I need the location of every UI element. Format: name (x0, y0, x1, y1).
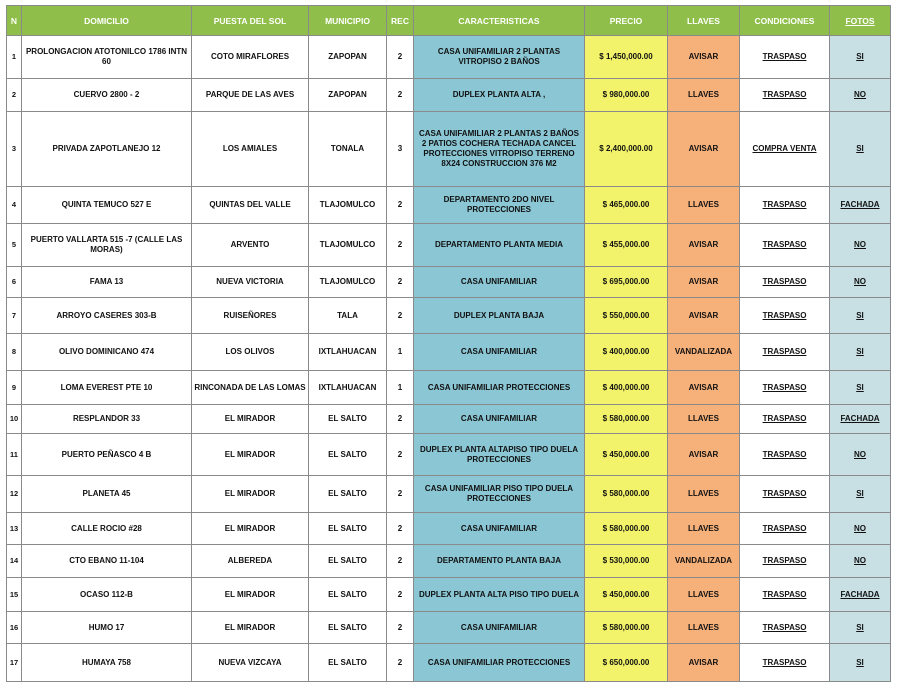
cell-domicilio: CALLE ROCIO #28 (22, 513, 192, 545)
cell-puesta-del-sol: EL MIRADOR (192, 578, 309, 612)
table-row (7, 36, 891, 79)
cell-fotos[interactable] (830, 434, 891, 476)
cell-fotos[interactable] (830, 187, 891, 224)
cell-llaves: AVISAR (668, 371, 740, 405)
cell-llaves: AVISAR (668, 298, 740, 334)
cell-precio: $ 580,000.00 (585, 476, 668, 513)
cell-condiciones-link[interactable]: TRASPASO (762, 52, 807, 61)
cell-domicilio: CUERVO 2800 - 2 (22, 79, 192, 112)
cell-condiciones[interactable] (740, 612, 830, 644)
cell-caracteristicas: DUPLEX PLANTA BAJA (414, 298, 585, 334)
cell-fotos[interactable] (830, 298, 891, 334)
cell-caracteristicas: DEPARTAMENTO 2DO NIVEL PROTECCIONES (414, 187, 585, 224)
cell-domicilio: LOMA EVEREST PTE 10 (22, 371, 192, 405)
cell-puesta-del-sol: NUEVA VICTORIA (192, 267, 309, 298)
cell-n: 8 (7, 334, 22, 371)
cell-puesta-del-sol: PARQUE DE LAS AVES (192, 79, 309, 112)
cell-fotos[interactable] (830, 112, 891, 187)
cell-rec: 2 (387, 545, 414, 578)
cell-llaves: LLAVES (668, 578, 740, 612)
cell-fotos[interactable] (830, 644, 891, 682)
table-row (7, 224, 891, 267)
cell-fotos-link[interactable]: SI (856, 144, 864, 153)
cell-llaves: AVISAR (668, 434, 740, 476)
cell-caracteristicas: CASA UNIFAMILIAR (414, 334, 585, 371)
cell-precio: $ 465,000.00 (585, 187, 668, 224)
cell-precio: $ 400,000.00 (585, 334, 668, 371)
cell-caracteristicas: DEPARTAMENTO PLANTA MEDIA (414, 224, 585, 267)
cell-rec: 2 (387, 578, 414, 612)
header-llaves: LLAVES (668, 6, 740, 36)
cell-fotos[interactable] (830, 371, 891, 405)
cell-rec: 2 (387, 513, 414, 545)
cell-domicilio: RESPLANDOR 33 (22, 405, 192, 434)
cell-rec: 2 (387, 644, 414, 682)
cell-caracteristicas: DEPARTAMENTO PLANTA BAJA (414, 545, 585, 578)
cell-n: 6 (7, 267, 22, 298)
cell-caracteristicas: CASA UNIFAMILIAR PROTECCIONES (414, 644, 585, 682)
cell-domicilio: OLIVO DOMINICANO 474 (22, 334, 192, 371)
header-condiciones: CONDICIONES (740, 6, 830, 36)
cell-rec: 2 (387, 298, 414, 334)
cell-rec: 2 (387, 36, 414, 79)
cell-rec: 2 (387, 224, 414, 267)
cell-condiciones[interactable] (740, 36, 830, 79)
cell-puesta-del-sol: LOS OLIVOS (192, 334, 309, 371)
cell-domicilio: PROLONGACION ATOTONILCO 1786 INTN 60 (22, 36, 192, 79)
cell-fotos[interactable] (830, 405, 891, 434)
cell-condiciones[interactable] (740, 112, 830, 187)
header-puesta-del-sol: PUESTA DEL SOL (192, 6, 309, 36)
cell-condiciones-link[interactable]: TRASPASO (762, 657, 807, 667)
cell-puesta-del-sol: RUISEÑORES (192, 298, 309, 334)
cell-caracteristicas: CASA UNIFAMILIAR 2 PLANTAS VITROPISO 2 BAÑOS (414, 36, 585, 79)
cell-domicilio: FAMA 13 (22, 267, 192, 298)
cell-n: 13 (7, 513, 22, 545)
cell-condiciones-link[interactable]: TRASPASO (762, 240, 807, 249)
table-row (7, 298, 891, 334)
table-row (7, 578, 891, 612)
cell-puesta-del-sol: QUINTAS DEL VALLE (192, 187, 309, 224)
cell-fotos-link[interactable]: SI (856, 347, 864, 356)
cell-puesta-del-sol: NUEVA VIZCAYA (192, 644, 309, 682)
header-fotos[interactable] (830, 6, 891, 36)
cell-caracteristicas: CASA UNIFAMILIAR PROTECCIONES (414, 371, 585, 405)
cell-fotos-link[interactable]: FACHADA (840, 414, 880, 423)
header-fotos-link[interactable]: FOTOS (845, 15, 875, 26)
cell-n: 11 (7, 434, 22, 476)
cell-domicilio: OCASO 112-B (22, 578, 192, 612)
cell-condiciones[interactable] (740, 371, 830, 405)
cell-condiciones[interactable] (740, 267, 830, 298)
cell-llaves: AVISAR (668, 112, 740, 187)
cell-puesta-del-sol: ALBEREDA (192, 545, 309, 578)
cell-llaves: AVISAR (668, 644, 740, 682)
cell-condiciones-link[interactable]: TRASPASO (762, 489, 807, 498)
cell-fotos[interactable] (830, 545, 891, 578)
cell-puesta-del-sol: RINCONADA DE LAS LOMAS (192, 371, 309, 405)
table-row (7, 545, 891, 578)
header-domicilio: DOMICILIO (22, 6, 192, 36)
cell-domicilio: HUMAYA 758 (22, 644, 192, 682)
cell-fotos[interactable] (830, 612, 891, 644)
cell-condiciones[interactable] (740, 298, 830, 334)
cell-condiciones-link[interactable]: TRASPASO (762, 414, 807, 423)
cell-puesta-del-sol: EL MIRADOR (192, 476, 309, 513)
cell-fotos-link[interactable]: NO (854, 523, 866, 533)
cell-precio: $ 580,000.00 (585, 612, 668, 644)
cell-condiciones-link[interactable]: TRASPASO (762, 200, 807, 209)
cell-caracteristicas: CASA UNIFAMILIAR (414, 612, 585, 644)
cell-precio: $ 455,000.00 (585, 224, 668, 267)
cell-condiciones-link[interactable]: TRASPASO (762, 449, 807, 459)
cell-fotos[interactable] (830, 513, 891, 545)
cell-fotos[interactable] (830, 36, 891, 79)
cell-llaves: LLAVES (668, 612, 740, 644)
cell-municipio: TLAJOMULCO (309, 224, 387, 267)
cell-precio: $ 580,000.00 (585, 405, 668, 434)
cell-condiciones-link[interactable]: TRASPASO (762, 310, 807, 320)
cell-condiciones-link[interactable]: TRASPASO (762, 277, 807, 286)
cell-domicilio: PUERTO VALLARTA 515 -7 (CALLE LAS MORAS) (22, 224, 192, 267)
cell-caracteristicas: CASA UNIFAMILIAR 2 PLANTAS 2 BAÑOS 2 PATIOS COCHERA TECHADA CANCEL PROTECCIONES VITROPISO TERRENO 8X24 CONSTRUCCION 376 M2 (414, 112, 585, 187)
cell-condiciones[interactable] (740, 79, 830, 112)
cell-n: 10 (7, 405, 22, 434)
cell-n: 3 (7, 112, 22, 187)
header-caracteristicas: CARACTERISTICAS (414, 6, 585, 36)
table-row (7, 79, 891, 112)
cell-municipio: EL SALTO (309, 405, 387, 434)
cell-condiciones[interactable] (740, 434, 830, 476)
cell-fotos-link[interactable]: NO (854, 277, 866, 286)
listings-sheet (6, 5, 890, 682)
cell-precio: $ 450,000.00 (585, 434, 668, 476)
cell-domicilio: HUMO 17 (22, 612, 192, 644)
cell-municipio: EL SALTO (309, 434, 387, 476)
cell-n: 4 (7, 187, 22, 224)
cell-fotos[interactable] (830, 476, 891, 513)
cell-condiciones[interactable] (740, 405, 830, 434)
cell-puesta-del-sol: ARVENTO (192, 224, 309, 267)
cell-municipio: ZAPOPAN (309, 36, 387, 79)
cell-municipio: EL SALTO (309, 476, 387, 513)
cell-municipio: TLAJOMULCO (309, 267, 387, 298)
cell-llaves: LLAVES (668, 79, 740, 112)
cell-precio: $ 1,450,000.00 (585, 36, 668, 79)
cell-rec: 1 (387, 371, 414, 405)
cell-condiciones-link[interactable]: TRASPASO (762, 589, 807, 599)
cell-fotos-link[interactable]: NO (854, 90, 866, 99)
cell-llaves: LLAVES (668, 476, 740, 513)
cell-puesta-del-sol: COTO MIRAFLORES (192, 36, 309, 79)
cell-condiciones[interactable] (740, 578, 830, 612)
cell-caracteristicas: DUPLEX PLANTA ALTA , (414, 79, 585, 112)
header-municipio: MUNICIPIO (309, 6, 387, 36)
cell-fotos-link[interactable]: FACHADA (840, 200, 880, 209)
cell-llaves: VANDALIZADA (668, 334, 740, 371)
table-row (7, 612, 891, 644)
cell-domicilio: CTO EBANO 11-104 (22, 545, 192, 578)
cell-rec: 2 (387, 612, 414, 644)
cell-puesta-del-sol: EL MIRADOR (192, 612, 309, 644)
cell-municipio: EL SALTO (309, 545, 387, 578)
cell-n: 16 (7, 612, 22, 644)
cell-condiciones[interactable] (740, 545, 830, 578)
cell-domicilio: QUINTA TEMUCO 527 E (22, 187, 192, 224)
cell-rec: 2 (387, 187, 414, 224)
cell-fotos[interactable] (830, 79, 891, 112)
table-row (7, 267, 891, 298)
cell-rec: 2 (387, 434, 414, 476)
cell-llaves: VANDALIZADA (668, 545, 740, 578)
cell-fotos-link[interactable]: SI (856, 52, 864, 61)
cell-domicilio: PLANETA 45 (22, 476, 192, 513)
cell-municipio: IXTLAHUACAN (309, 371, 387, 405)
listings-table (6, 5, 891, 682)
cell-llaves: LLAVES (668, 405, 740, 434)
cell-n: 14 (7, 545, 22, 578)
cell-rec: 2 (387, 79, 414, 112)
table-row (7, 371, 891, 405)
cell-caracteristicas: CASA UNIFAMILIAR (414, 267, 585, 298)
cell-condiciones-link[interactable]: TRASPASO (762, 90, 807, 99)
cell-municipio: EL SALTO (309, 578, 387, 612)
cell-precio: $ 2,400,000.00 (585, 112, 668, 187)
cell-condiciones[interactable] (740, 513, 830, 545)
cell-rec: 1 (387, 334, 414, 371)
cell-precio: $ 650,000.00 (585, 644, 668, 682)
header-precio: PRECIO (585, 6, 668, 36)
table-row (7, 434, 891, 476)
cell-fotos-link[interactable]: FACHADA (840, 589, 880, 599)
cell-precio: $ 530,000.00 (585, 545, 668, 578)
cell-municipio: IXTLAHUACAN (309, 334, 387, 371)
header-rec: REC (387, 6, 414, 36)
cell-fotos-link[interactable]: SI (856, 310, 864, 320)
cell-fotos-link[interactable]: NO (854, 556, 866, 565)
cell-precio: $ 400,000.00 (585, 371, 668, 405)
table-row (7, 112, 891, 187)
cell-n: 5 (7, 224, 22, 267)
cell-rec: 2 (387, 405, 414, 434)
header-n: N (7, 6, 22, 36)
cell-rec: 2 (387, 476, 414, 513)
cell-fotos[interactable] (830, 224, 891, 267)
cell-caracteristicas: CASA UNIFAMILIAR (414, 513, 585, 545)
cell-condiciones[interactable] (740, 187, 830, 224)
cell-fotos[interactable] (830, 334, 891, 371)
table-body (7, 36, 891, 682)
cell-puesta-del-sol: EL MIRADOR (192, 434, 309, 476)
cell-municipio: TALA (309, 298, 387, 334)
cell-municipio: ZAPOPAN (309, 79, 387, 112)
cell-condiciones[interactable] (740, 224, 830, 267)
cell-llaves: LLAVES (668, 513, 740, 545)
cell-municipio: EL SALTO (309, 612, 387, 644)
cell-llaves: LLAVES (668, 187, 740, 224)
cell-fotos-link[interactable]: SI (856, 382, 864, 392)
cell-condiciones-link[interactable]: TRASPASO (762, 556, 807, 565)
cell-precio: $ 550,000.00 (585, 298, 668, 334)
cell-n: 1 (7, 36, 22, 79)
cell-caracteristicas: DUPLEX PLANTA ALTA PISO TIPO DUELA (414, 578, 585, 612)
cell-rec: 3 (387, 112, 414, 187)
cell-condiciones-link[interactable]: TRASPASO (762, 347, 807, 356)
cell-puesta-del-sol: EL MIRADOR (192, 405, 309, 434)
cell-precio: $ 695,000.00 (585, 267, 668, 298)
cell-domicilio: PRIVADA ZAPOTLANEJO 12 (22, 112, 192, 187)
cell-precio: $ 980,000.00 (585, 79, 668, 112)
cell-fotos-link[interactable]: NO (854, 449, 866, 459)
cell-fotos-link[interactable]: SI (856, 622, 864, 632)
cell-fotos-link[interactable]: SI (856, 489, 864, 498)
table-row (7, 187, 891, 224)
table-row (7, 513, 891, 545)
cell-domicilio: PUERTO PEÑASCO 4 B (22, 434, 192, 476)
cell-municipio: TLAJOMULCO (309, 187, 387, 224)
header-row (7, 6, 891, 36)
cell-n: 12 (7, 476, 22, 513)
cell-puesta-del-sol: LOS AMIALES (192, 112, 309, 187)
cell-n: 2 (7, 79, 22, 112)
cell-puesta-del-sol: EL MIRADOR (192, 513, 309, 545)
cell-n: 7 (7, 298, 22, 334)
table-row (7, 644, 891, 682)
cell-municipio: EL SALTO (309, 513, 387, 545)
cell-municipio: TONALA (309, 112, 387, 187)
cell-fotos-link[interactable]: NO (854, 240, 866, 249)
cell-llaves: AVISAR (668, 267, 740, 298)
cell-caracteristicas: CASA UNIFAMILIAR (414, 405, 585, 434)
cell-fotos[interactable] (830, 578, 891, 612)
cell-condiciones-link[interactable]: TRASPASO (762, 622, 807, 632)
table-row (7, 334, 891, 371)
cell-condiciones[interactable] (740, 334, 830, 371)
cell-domicilio: ARROYO CASERES 303-B (22, 298, 192, 334)
cell-fotos[interactable] (830, 267, 891, 298)
cell-caracteristicas: CASA UNIFAMILIAR PISO TIPO DUELA PROTECCIONES (414, 476, 585, 513)
cell-rec: 2 (387, 267, 414, 298)
cell-llaves: AVISAR (668, 224, 740, 267)
cell-precio: $ 450,000.00 (585, 578, 668, 612)
cell-precio: $ 580,000.00 (585, 513, 668, 545)
table-row (7, 405, 891, 434)
cell-condiciones-link[interactable]: TRASPASO (762, 382, 807, 392)
cell-municipio: EL SALTO (309, 644, 387, 682)
cell-n: 9 (7, 371, 22, 405)
table-row (7, 476, 891, 513)
cell-fotos-link[interactable]: SI (856, 657, 864, 667)
cell-condiciones[interactable] (740, 476, 830, 513)
cell-n: 17 (7, 644, 22, 682)
cell-llaves: AVISAR (668, 36, 740, 79)
cell-n: 15 (7, 578, 22, 612)
cell-condiciones-link[interactable]: COMPRA VENTA (752, 144, 817, 153)
cell-condiciones[interactable] (740, 644, 830, 682)
cell-condiciones-link[interactable]: TRASPASO (762, 523, 807, 533)
cell-caracteristicas: DUPLEX PLANTA ALTAPISO TIPO DUELA PROTECCIONES (414, 434, 585, 476)
